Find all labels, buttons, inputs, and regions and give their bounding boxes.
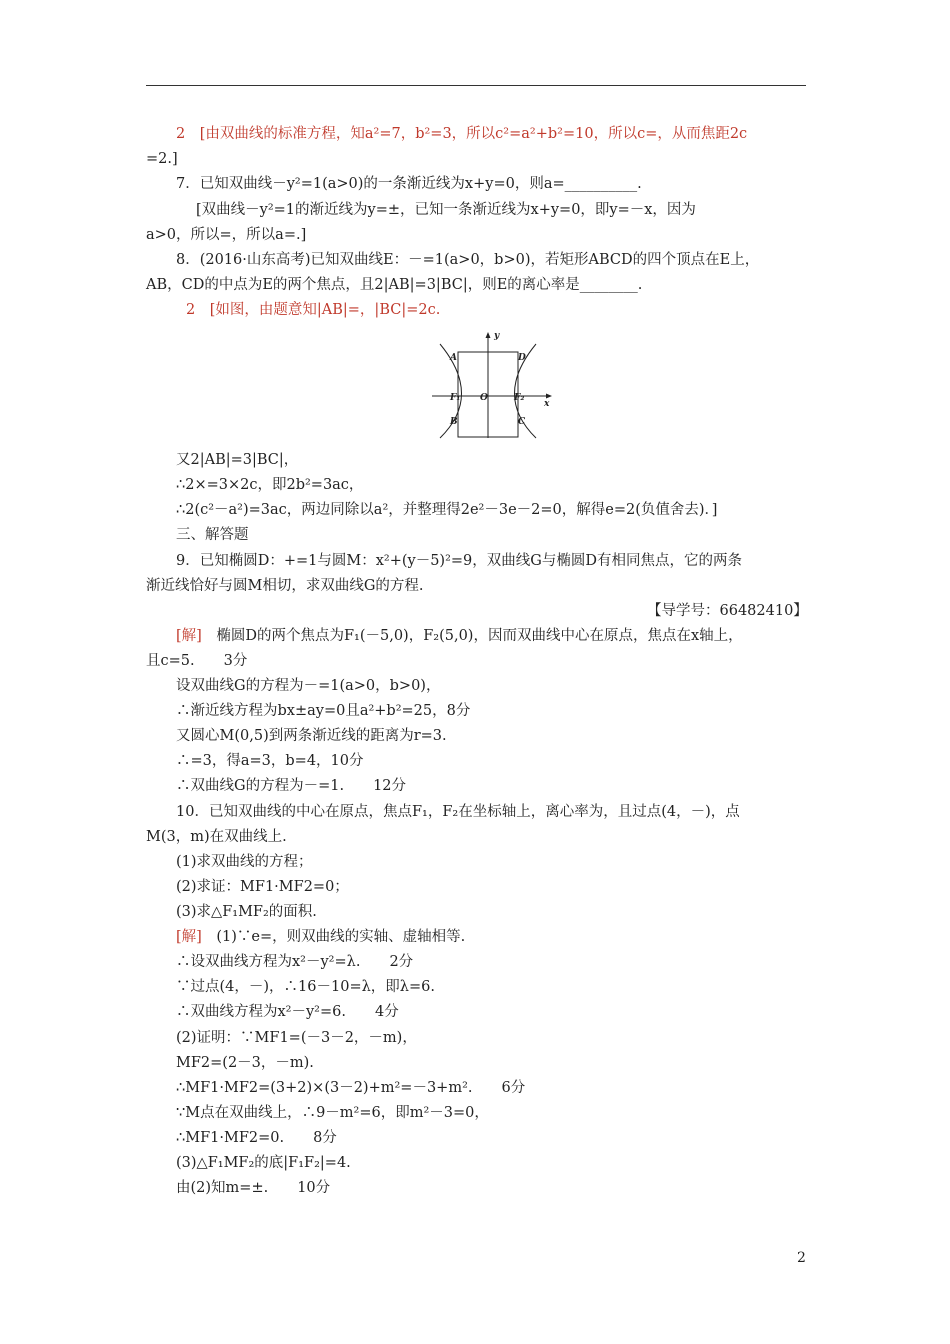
solution-10-line-5: (2)证明：∵MF1=(－3－2，－m)， bbox=[176, 1030, 417, 1046]
label-F1: F₁ bbox=[450, 393, 461, 403]
label-O: O bbox=[480, 393, 488, 403]
solution-9-line-3: 设双曲线G的方程为－=1(a>0，b>0)， bbox=[176, 678, 441, 694]
question-10-line-2: M(3，m)在双曲线上. bbox=[146, 829, 287, 845]
hyperbola-figure bbox=[428, 330, 558, 440]
solution-10-line-8: ∵M点在双曲线上，∴9－m²=6，即m²－3=0， bbox=[176, 1105, 489, 1121]
solution-9-line-2: 且c=5. 3分 bbox=[146, 653, 248, 669]
solution-10-line-9: ∴MF1·MF2=0. 8分 bbox=[176, 1130, 337, 1146]
question-9-line-1: 9．已知椭圆D：+=1与圆M：x²+(y－5)²=9，双曲线G与椭圆D有相同焦点，它的两条 bbox=[176, 553, 742, 569]
question-8-line-2: AB，CD的中点为E的两个焦点，且2|AB|=3|BC|，则E的离心率是________. bbox=[146, 277, 643, 293]
answer-8-line-4: ∴2(c²－a²)=3ac，两边同除以a²，并整理得2e²－3e－2=0，解得e=2(负值舍去)．] bbox=[176, 502, 718, 518]
answer-7-line-2: a>0，所以=，所以a=.] bbox=[146, 227, 307, 243]
answer-8-line-2: 又2|AB|=3|BC|， bbox=[176, 452, 299, 468]
solution-9-line-6: ∴=3，得a=3，b=4，10分 bbox=[176, 753, 364, 769]
guide-number: 【导学号：66482410】 bbox=[647, 603, 808, 619]
question-8-line-1: 8．(2016·山东高考)已知双曲线E：－=1(a>0，b>0)，若矩形ABCD的四个顶点在E上， bbox=[176, 252, 760, 268]
label-B: B bbox=[450, 417, 458, 427]
page-number: 2 bbox=[797, 1250, 806, 1266]
solution-10-line-1: [解] (1)∵e=，则双曲线的实轴、虚轴相等. bbox=[176, 929, 466, 945]
label-F2: F₂ bbox=[514, 393, 525, 403]
solution-9-line-4: ∴渐近线方程为bx±ay=0且a²+b²=25，8分 bbox=[176, 703, 471, 719]
label-C: C bbox=[518, 417, 526, 427]
solution-10-line-6: MF2=(2－3，－m). bbox=[176, 1055, 314, 1071]
answer-6-line-2: =2.] bbox=[146, 151, 178, 167]
solution-10-line-3: ∵过点(4，－)，∴16－10=λ，即λ=6. bbox=[176, 979, 435, 995]
solution-9-line-1: [解] 椭圆D的两个焦点为F₁(－5,0)，F₂(5,0)，因而双曲线中心在原点，焦点在x轴上， bbox=[176, 628, 743, 644]
label-D: D bbox=[518, 353, 526, 363]
solution-9-line-7: ∴双曲线G的方程为－=1. 12分 bbox=[176, 778, 407, 794]
label-x: x bbox=[544, 399, 550, 409]
solution-9-line-5: 又圆心M(0,5)到两条渐近线的距离为r=3. bbox=[176, 728, 447, 744]
question-9-line-2: 渐近线恰好与圆M相切，求双曲线G的方程. bbox=[146, 578, 424, 594]
label-A: A bbox=[450, 353, 457, 363]
question-10-part-2: (2)求证：MF1·MF2=0； bbox=[176, 879, 349, 895]
solution-10-line-10: (3)△F₁MF₂的底|F₁F₂|=4. bbox=[176, 1155, 351, 1171]
section-heading: 三、解答题 bbox=[176, 527, 249, 543]
question-10-part-3: (3)求△F₁MF₂的面积. bbox=[176, 904, 317, 920]
answer-6-line-1: 2 [由双曲线的标准方程，知a²=7，b²=3，所以c²=a²+b²=10，所以c=，从而焦距2c bbox=[176, 126, 748, 142]
header-rule bbox=[146, 85, 806, 86]
solution-10-line-2: ∴设双曲线方程为x²－y²=λ. 2分 bbox=[176, 954, 414, 970]
y-axis-arrow-icon bbox=[486, 332, 491, 338]
question-10-part-1: (1)求双曲线的方程； bbox=[176, 854, 313, 870]
solution-tag: [解] bbox=[176, 929, 202, 945]
label-y: y bbox=[494, 331, 500, 341]
answer-8-line-1: 2 [如图，由题意知|AB|=，|BC|=2c. bbox=[186, 302, 441, 318]
question-7: 7．已知双曲线－y²=1(a>0)的一条渐近线为x+y=0，则a=__________. bbox=[176, 176, 642, 192]
answer-7-line-1: [双曲线－y²=1的渐近线为y=±，已知一条渐近线为x+y=0，即y=－x，因为 bbox=[196, 202, 696, 218]
solution-10-line-7: ∴MF1·MF2=(3+2)×(3－2)+m²=－3+m². 6分 bbox=[176, 1080, 526, 1096]
solution-tag: [解] bbox=[176, 628, 202, 644]
solution-10-line-11: 由(2)知m=±. 10分 bbox=[176, 1180, 331, 1196]
answer-8-line-3: ∴2×=3×2c，即2b²=3ac， bbox=[176, 477, 364, 493]
x-axis-arrow-icon bbox=[546, 394, 552, 399]
question-10-line-1: 10．已知双曲线的中心在原点，焦点F₁，F₂在坐标轴上，离心率为，且过点(4，－)，点 bbox=[176, 804, 740, 820]
solution-10-line-4: ∴双曲线方程为x²－y²=6. 4分 bbox=[176, 1004, 399, 1020]
